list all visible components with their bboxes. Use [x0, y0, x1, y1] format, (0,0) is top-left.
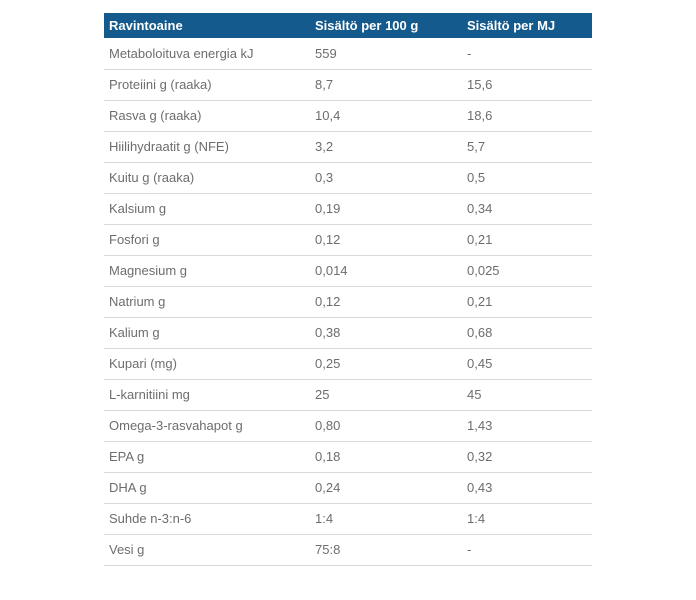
- cell-nutrient: Rasva g (raaka): [104, 100, 310, 131]
- cell-nutrient: DHA g: [104, 472, 310, 503]
- cell-per-mj: 0,32: [462, 441, 592, 472]
- nutrition-table: [104, 13, 592, 566]
- table-row: [104, 534, 592, 565]
- table-row: [104, 348, 592, 379]
- cell-per-mj: 0,34: [462, 193, 592, 224]
- cell-nutrient: EPA g: [104, 441, 310, 472]
- cell-nutrient: L-karnitiini mg: [104, 379, 310, 410]
- cell-per-mj: 0,5: [462, 162, 592, 193]
- table-row: [104, 255, 592, 286]
- cell-per-mj: 0,025: [462, 255, 592, 286]
- cell-per-mj: 1:4: [462, 503, 592, 534]
- cell-nutrient: Kalsium g: [104, 193, 310, 224]
- cell-nutrient: Vesi g: [104, 534, 310, 565]
- table-row: [104, 317, 592, 348]
- cell-per-100g: 0,80: [310, 410, 462, 441]
- table-row: [104, 286, 592, 317]
- cell-per-100g: 0,24: [310, 472, 462, 503]
- cell-nutrient: Magnesium g: [104, 255, 310, 286]
- table-row: [104, 441, 592, 472]
- cell-nutrient: Suhde n-3:n-6: [104, 503, 310, 534]
- cell-per-100g: 25: [310, 379, 462, 410]
- cell-per-mj: 0,21: [462, 286, 592, 317]
- header-nutrient: Ravintoaine: [104, 13, 310, 38]
- cell-per-100g: 0,19: [310, 193, 462, 224]
- table-row: [104, 162, 592, 193]
- cell-nutrient: Kalium g: [104, 317, 310, 348]
- cell-nutrient: Hiilihydraatit g (NFE): [104, 131, 310, 162]
- cell-per-100g: 559: [310, 38, 462, 69]
- table-row: [104, 472, 592, 503]
- cell-per-mj: 18,6: [462, 100, 592, 131]
- cell-per-mj: 0,45: [462, 348, 592, 379]
- cell-per-mj: 5,7: [462, 131, 592, 162]
- table-row: [104, 503, 592, 534]
- table-row: [104, 224, 592, 255]
- table-body: [104, 38, 592, 565]
- header-per-mj: Sisältö per MJ: [462, 13, 592, 38]
- cell-per-100g: 0,3: [310, 162, 462, 193]
- cell-per-100g: 75:8: [310, 534, 462, 565]
- cell-per-mj: 1,43: [462, 410, 592, 441]
- cell-nutrient: Metaboloituva energia kJ: [104, 38, 310, 69]
- header-per-100g: Sisältö per 100 g: [310, 13, 462, 38]
- cell-per-100g: 0,014: [310, 255, 462, 286]
- cell-per-100g: 3,2: [310, 131, 462, 162]
- cell-per-100g: 0,12: [310, 286, 462, 317]
- table-row: [104, 410, 592, 441]
- cell-per-mj: 45: [462, 379, 592, 410]
- cell-nutrient: Proteiini g (raaka): [104, 69, 310, 100]
- table-row: [104, 69, 592, 100]
- cell-per-100g: 10,4: [310, 100, 462, 131]
- table-row: [104, 193, 592, 224]
- cell-nutrient: Kupari (mg): [104, 348, 310, 379]
- cell-per-mj: 0,43: [462, 472, 592, 503]
- cell-nutrient: Natrium g: [104, 286, 310, 317]
- table-row: [104, 38, 592, 69]
- cell-per-100g: 0,38: [310, 317, 462, 348]
- cell-per-100g: 0,12: [310, 224, 462, 255]
- cell-per-mj: -: [462, 534, 592, 565]
- cell-per-100g: 1:4: [310, 503, 462, 534]
- table-row: [104, 100, 592, 131]
- cell-per-mj: -: [462, 38, 592, 69]
- cell-nutrient: Kuitu g (raaka): [104, 162, 310, 193]
- table-header-row: [104, 13, 592, 38]
- cell-nutrient: Fosfori g: [104, 224, 310, 255]
- table-row: [104, 131, 592, 162]
- cell-per-100g: 8,7: [310, 69, 462, 100]
- cell-per-mj: 0,21: [462, 224, 592, 255]
- cell-per-mj: 0,68: [462, 317, 592, 348]
- cell-per-100g: 0,25: [310, 348, 462, 379]
- cell-per-mj: 15,6: [462, 69, 592, 100]
- cell-per-100g: 0,18: [310, 441, 462, 472]
- table-row: [104, 379, 592, 410]
- cell-nutrient: Omega-3-rasvahapot g: [104, 410, 310, 441]
